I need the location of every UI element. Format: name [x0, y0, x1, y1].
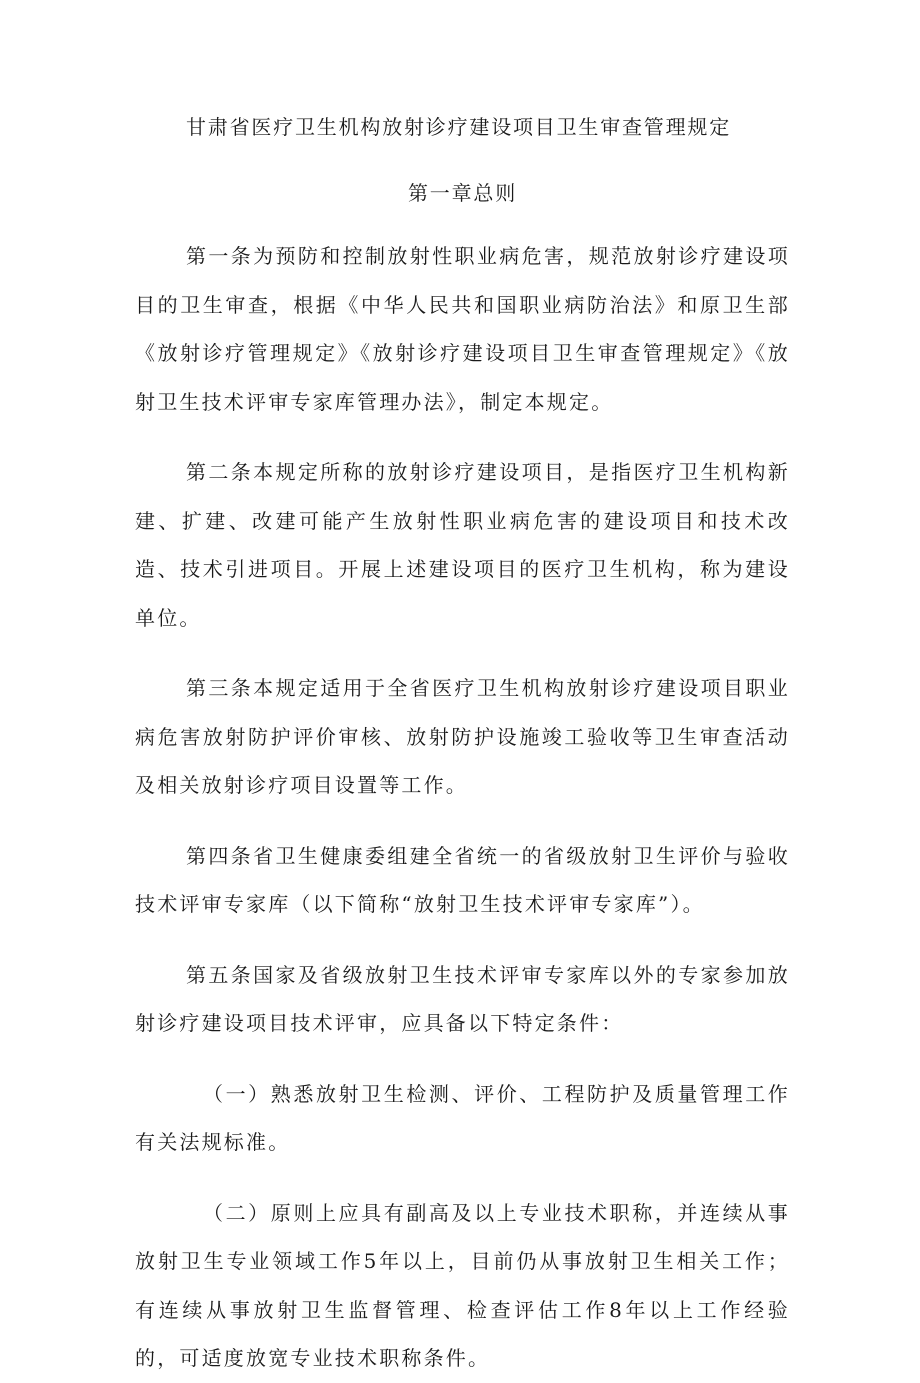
article-5-paragraph: 第五条国家及省级放射卫生技术评审专家库以外的专家参加放射诊疗建设项目技术评审，应具备以下特定条件： [135, 962, 790, 1035]
article-5-item-1: （一）熟悉放射卫生检测、评价、工程防护及质量管理工作有关法规标准。 [135, 1081, 790, 1154]
chapter-heading: 第一章总则 [408, 181, 517, 205]
article-4-paragraph: 第四条省卫生健康委组建全省统一的省级放射卫生评价与验收技术评审专家库（以下简称“放射卫生技术评审专家库”）。 [135, 843, 790, 916]
article-3-paragraph: 第三条本规定适用于全省医疗卫生机构放射诊疗建设项目职业病危害放射防护评价审核、放射防护设施竣工验收等卫生审查活动及相关放射诊疗项目设置等工作。 [135, 676, 790, 797]
article-2-paragraph: 第二条本规定所称的放射诊疗建设项目，是指医疗卫生机构新建、扩建、改建可能产生放射性职业病危害的建设项目和技术改造、技术引进项目。开展上述建设项目的医疗卫生机构，称为建设单位。 [135, 460, 790, 630]
article-5-item-2: （二）原则上应具有副高及以上专业技术职称，并连续从事放射卫生专业领域工作5年以上，目前仍从事放射卫生相关工作；有连续从事放射卫生监督管理、检查评估工作8年以上工作经验的，可适度放宽专业技术职称条件。 [135, 1200, 790, 1370]
article-1-paragraph: 第一条为预防和控制放射性职业病危害，规范放射诊疗建设项目的卫生审查，根据《中华人民共和国职业病防治法》和原卫生部《放射诊疗管理规定》《放射诊疗建设项目卫生审查管理规定》《放射卫生技术评审专家库管理办法》，制定本规定。 [135, 244, 790, 414]
document-title: 甘肃省医疗卫生机构放射诊疗建设项目卫生审查管理规定 [186, 115, 731, 139]
document-body [135, 108, 790, 1383]
